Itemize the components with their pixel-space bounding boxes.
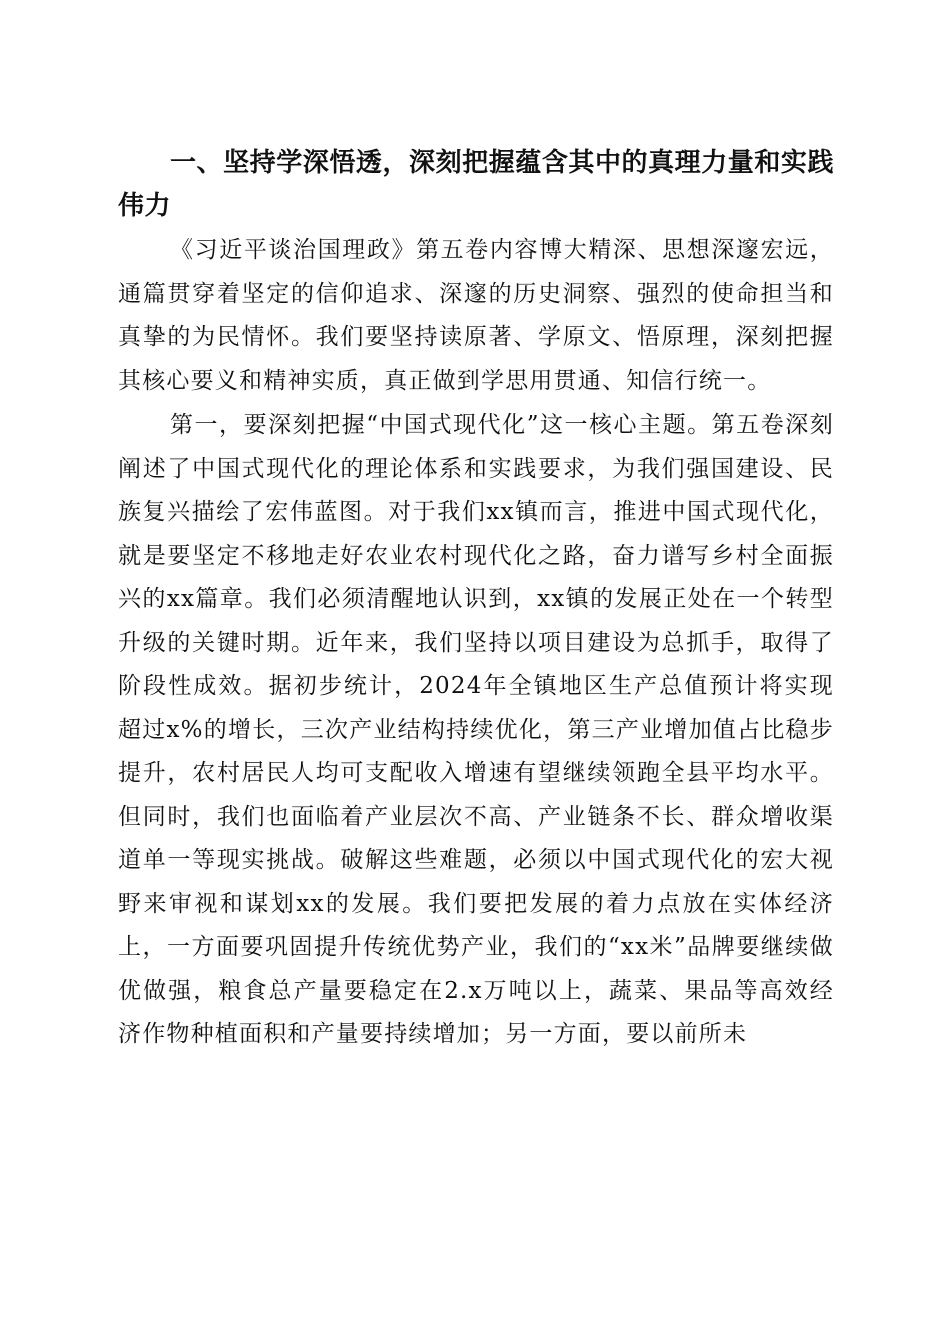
body-paragraph-first-point: 第一，要深刻把握“中国式现代化”这一核心主题。第五卷深刻阐述了中国式现代化的理论体系和实践要求，为我们强国建设、民族复兴描绘了宏伟蓝图。对于我们xx镇而言，推进中国式现代化，就是要坚定不移地走好农业农村现代化之路，奋力谱写乡村全面振兴的xx篇章。我们必须清醒地认识到，xx镇的发展正处在一个转型升级的关键时期。近年来，我们坚持以项目建设为总抓手，取得了阶段性成效。据初步统计，2024年全镇地区生产总值预计将实现超过x%的增长，三次产业结构持续优化，第三产业增加值占比稳步提升，农村居民人均可支配收入增速有望继续领跑全县平均水平。但同时，我们也面临着产业层次不高、产业链条不长、群众增收渠道单一等现实挑战。破解这些难题，必须以中国式现代化的宏大视野来审视和谋划xx的发展。我们要把发展的着力点放在实体经济上，一方面要巩固提升传统优势产业，我们的“xx米”品牌要继续做优做强，粮食总产量要稳定在2.x万吨以上，蔬菜、果品等高效经济作物种植面积和产量要持续增加；另一方面，要以前所未 [118,412,834,1047]
document-body [118,142,834,1057]
body-paragraph-intro: 《习近平谈治国理政》第五卷内容博大精深、思想深邃宏远，通篇贯穿着坚定的信仰追求、深邃的历史洞察、强烈的使命担当和真挚的为民情怀。我们要坚持读原著、学原文、悟原理，深刻把握其核心要义和精神实质，真正做到学思用贯通、知信行统一。 [118,237,834,394]
section-heading: 一、坚持学深悟透，深刻把握蕴含其中的真理力量和实践伟力 [118,148,834,221]
